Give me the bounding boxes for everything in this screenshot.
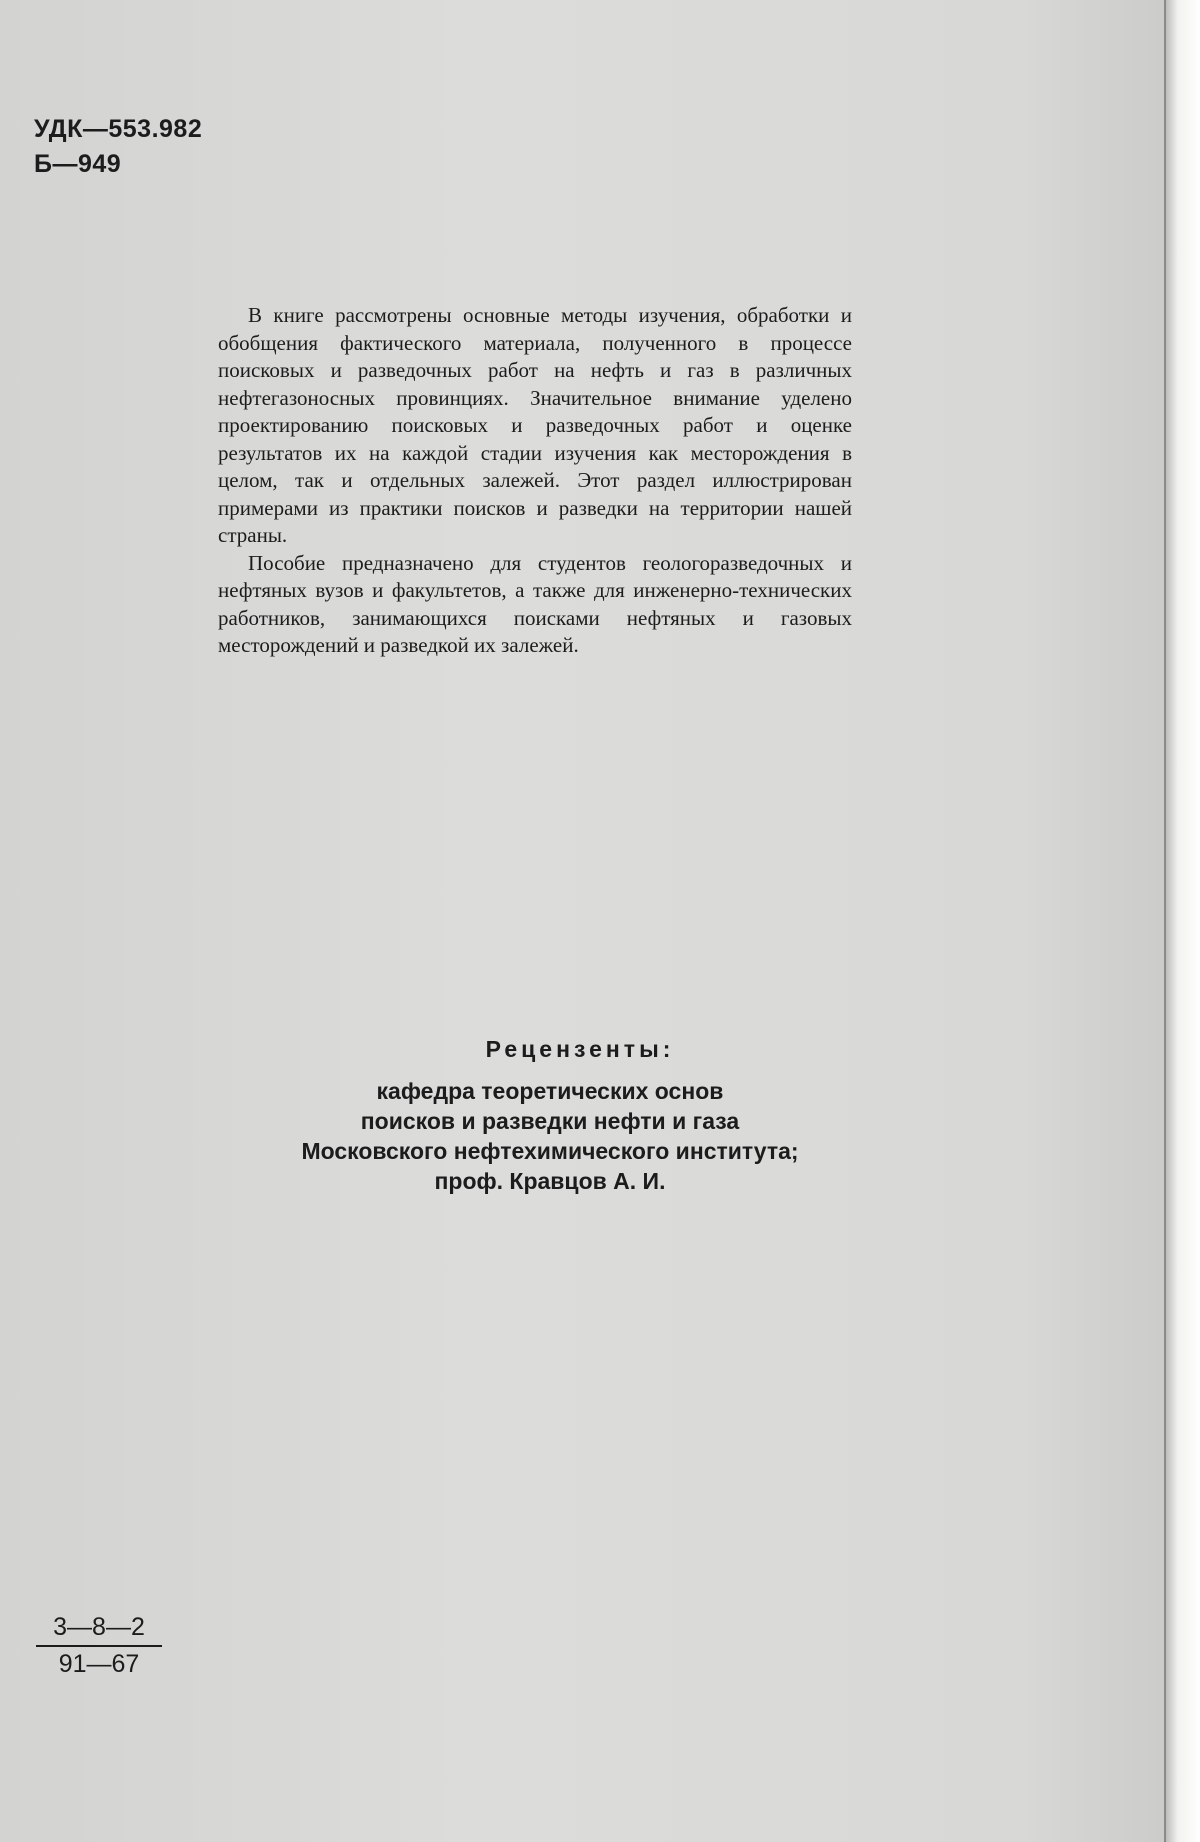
code-numerator: 3—8—2 [36,1612,162,1647]
reviewer-line-3: Московского нефтехимического института; [301,1138,799,1164]
abstract-paragraph-2: Пособие предназначено для студентов геологоразведочных и нефтяных вузов и факультетов, а также для инженерно-технических работников, занимающихся поисками нефтяных и газовых месторождений и разведкой их залежей. [218,550,852,657]
reviewers-heading: Рецензенты: [485,1036,675,1062]
page-edge [1164,0,1200,1842]
reviewer-line-4: проф. Кравцов А. И. [434,1168,666,1194]
bbk-code: Б—949 [34,150,122,178]
reviewers-block [200,1034,900,1196]
code-denominator: 91—67 [58,1650,140,1678]
udc-code: УДК—553.982 [34,115,203,143]
abstract [218,302,852,660]
reviewer-line-2: поисков и разведки нефти и газа [360,1108,740,1134]
abstract-paragraph-1: В книге рассмотрены основные методы изучения, обработки и обобщения фактического материала, полученного в процессе поисковых и разведочных работ на нефть и газ в различных нефтегазоносных провинциях. Значительное внимание уделено проектированию поисковых и разведочных работ и оценке результатов их на каждой стадии изучения как месторождения в целом, так и отдельных залежей. Этот раздел иллюстрирован примерами из практики поисков и разведки на территории нашей страны. [218,303,852,547]
udc-block [34,112,202,182]
publication-code [36,1612,162,1680]
reviewer-line-1: кафедра теоретических основ [376,1078,724,1104]
